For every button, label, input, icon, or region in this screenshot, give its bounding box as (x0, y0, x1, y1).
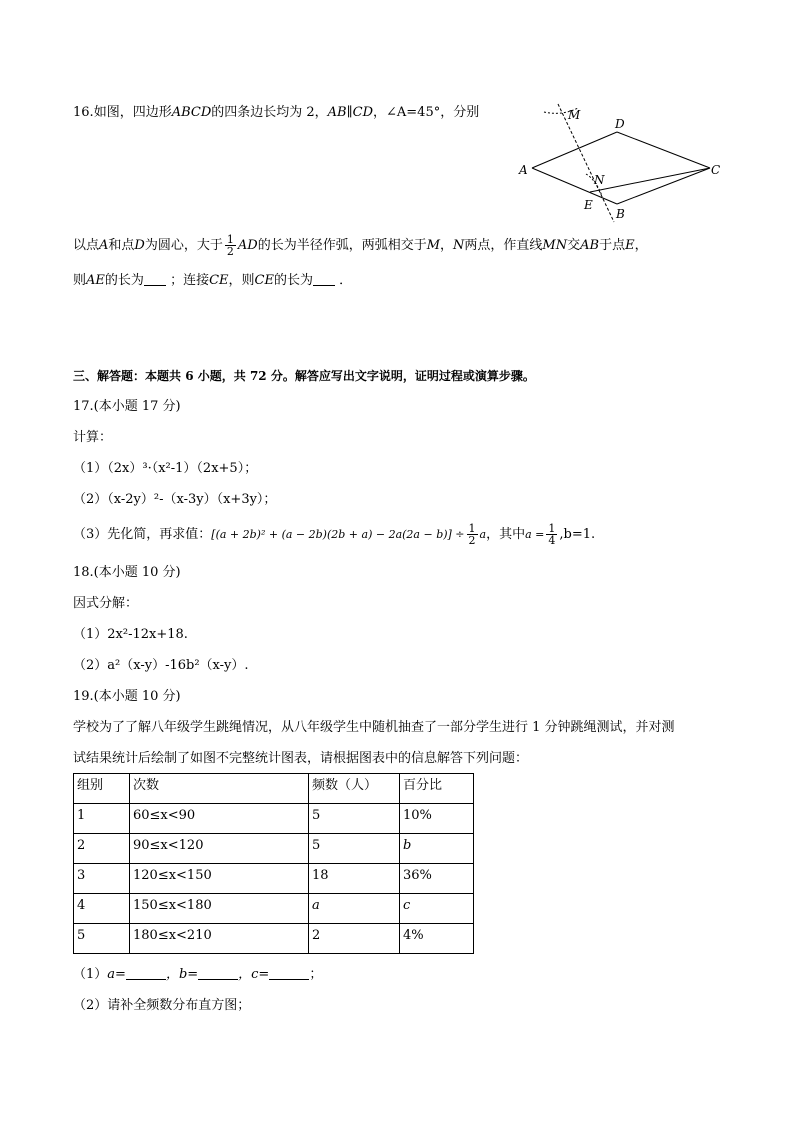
table-cell: 5 (74, 924, 130, 954)
q17-intro: 计算： (73, 430, 113, 445)
q19-title: 19.(本小题 10 分) (73, 689, 181, 704)
label-C: C (711, 163, 721, 177)
table-cell: b (400, 834, 474, 864)
q17-part2: （2）（x-2y）²-（x-3y）（x+3y）； (73, 492, 277, 507)
table-cell: 90≤x<120 (130, 834, 309, 864)
table-row (74, 804, 474, 834)
table-row (74, 924, 474, 954)
table-header-row (74, 774, 474, 804)
table-cell: 2 (74, 834, 130, 864)
fraction-half: $\frac{1}{2}$ (226, 233, 234, 258)
label-M: M (568, 108, 581, 122)
table-cell: 60≤x<90 (130, 804, 309, 834)
fraction-quarter: $\frac{1}{4}$ (548, 522, 556, 547)
q17-part3: （3）先化简，再求值：[(a + 2b)² + (a − 2b)(2b + a) − 2a(2a − b)] ÷ $\frac{1}{2}$ a，其中a = $\frac{1}{4}$ ,b=1. (73, 522, 596, 547)
table-cell: 4 (74, 894, 130, 924)
table-row (74, 834, 474, 864)
table-cell: 180≤x<210 (130, 924, 309, 954)
q17-title: 17.(本小题 17 分) (73, 399, 181, 414)
table-cell: 1 (74, 804, 130, 834)
q18-part2: （2）a²（x-y）-16b²（x-y）. (73, 658, 249, 673)
table-header: 频数（人） (309, 774, 400, 804)
edge-DC (617, 132, 710, 168)
table-cell: 4% (400, 924, 474, 954)
table-row (74, 894, 474, 924)
edge-CB (617, 168, 710, 204)
table-header: 百分比 (400, 774, 474, 804)
answer-blank-c[interactable] (269, 967, 309, 980)
label-E: E (584, 198, 593, 212)
fraction-half-2: $\frac{1}{2}$ (468, 522, 476, 547)
segment-EC (590, 168, 710, 192)
q16-line1: 16.如图，四边形ABCD的四条边长均为 2，AB∥CD，∠A=45°，分别 (73, 105, 480, 120)
table-cell: 18 (309, 864, 400, 894)
table-row (74, 864, 474, 894)
q18-title: 18.(本小题 10 分) (73, 565, 181, 580)
frequency-table (73, 773, 474, 954)
table-header: 次数 (130, 774, 309, 804)
table-cell: 3 (74, 864, 130, 894)
answer-blank-ae[interactable] (144, 273, 166, 286)
answer-blank-ce[interactable] (313, 273, 335, 286)
table-cell: 120≤x<150 (130, 864, 309, 894)
q18-intro: 因式分解： (73, 596, 139, 611)
q19-sub2: （2）请补全频数分布直方图； (73, 998, 251, 1013)
table-cell: a (309, 894, 400, 924)
label-N: N (594, 173, 605, 187)
q16-line3: 则AE的长为 ；连接CE，则CE的长为 ． (73, 273, 353, 288)
table-header: 组别 (74, 774, 130, 804)
answer-blank-b[interactable] (198, 967, 238, 980)
label-B: B (616, 207, 625, 221)
table-cell: 10% (400, 804, 474, 834)
q18-part1: （1）2x²-12x+18. (73, 627, 188, 642)
edge-AD (532, 132, 617, 168)
table-cell: c (400, 894, 474, 924)
label-D: D (615, 117, 625, 131)
q17-part1: （1）（2x）³·（x²-1）（2x+5）； (73, 461, 258, 476)
q19-line2: 试结果统计后绘制了如图不完整统计图表，请根据图表中的信息解答下列问题： (73, 751, 529, 766)
table-cell: 150≤x<180 (130, 894, 309, 924)
q19-line1: 学校为了了解八年级学生跳绳情况，从八年级学生中随机抽查了一部分学生进行 1 分钟跳绳测试，并对测 (73, 720, 675, 735)
q16-figure (510, 100, 740, 225)
table-cell: 5 (309, 804, 400, 834)
q19-sub1: （1）a= ，b= ，c= ； (73, 967, 323, 982)
table-cell: 5 (309, 834, 400, 864)
q16-line2: 以点A和点D为圆心，大于 $\frac{1}{2}$ AD的长为半径作弧，两弧相交于M，N两点，作直线MN交AB于点E， (73, 233, 648, 258)
label-A: A (519, 163, 528, 177)
answer-blank-a[interactable] (126, 967, 166, 980)
table-cell: 2 (309, 924, 400, 954)
section-3-header: 三、解答题：本题共 6 小题，共 72 分。解答应写出文字说明，证明过程或演算步骤。 (73, 369, 535, 383)
table-cell: 36% (400, 864, 474, 894)
